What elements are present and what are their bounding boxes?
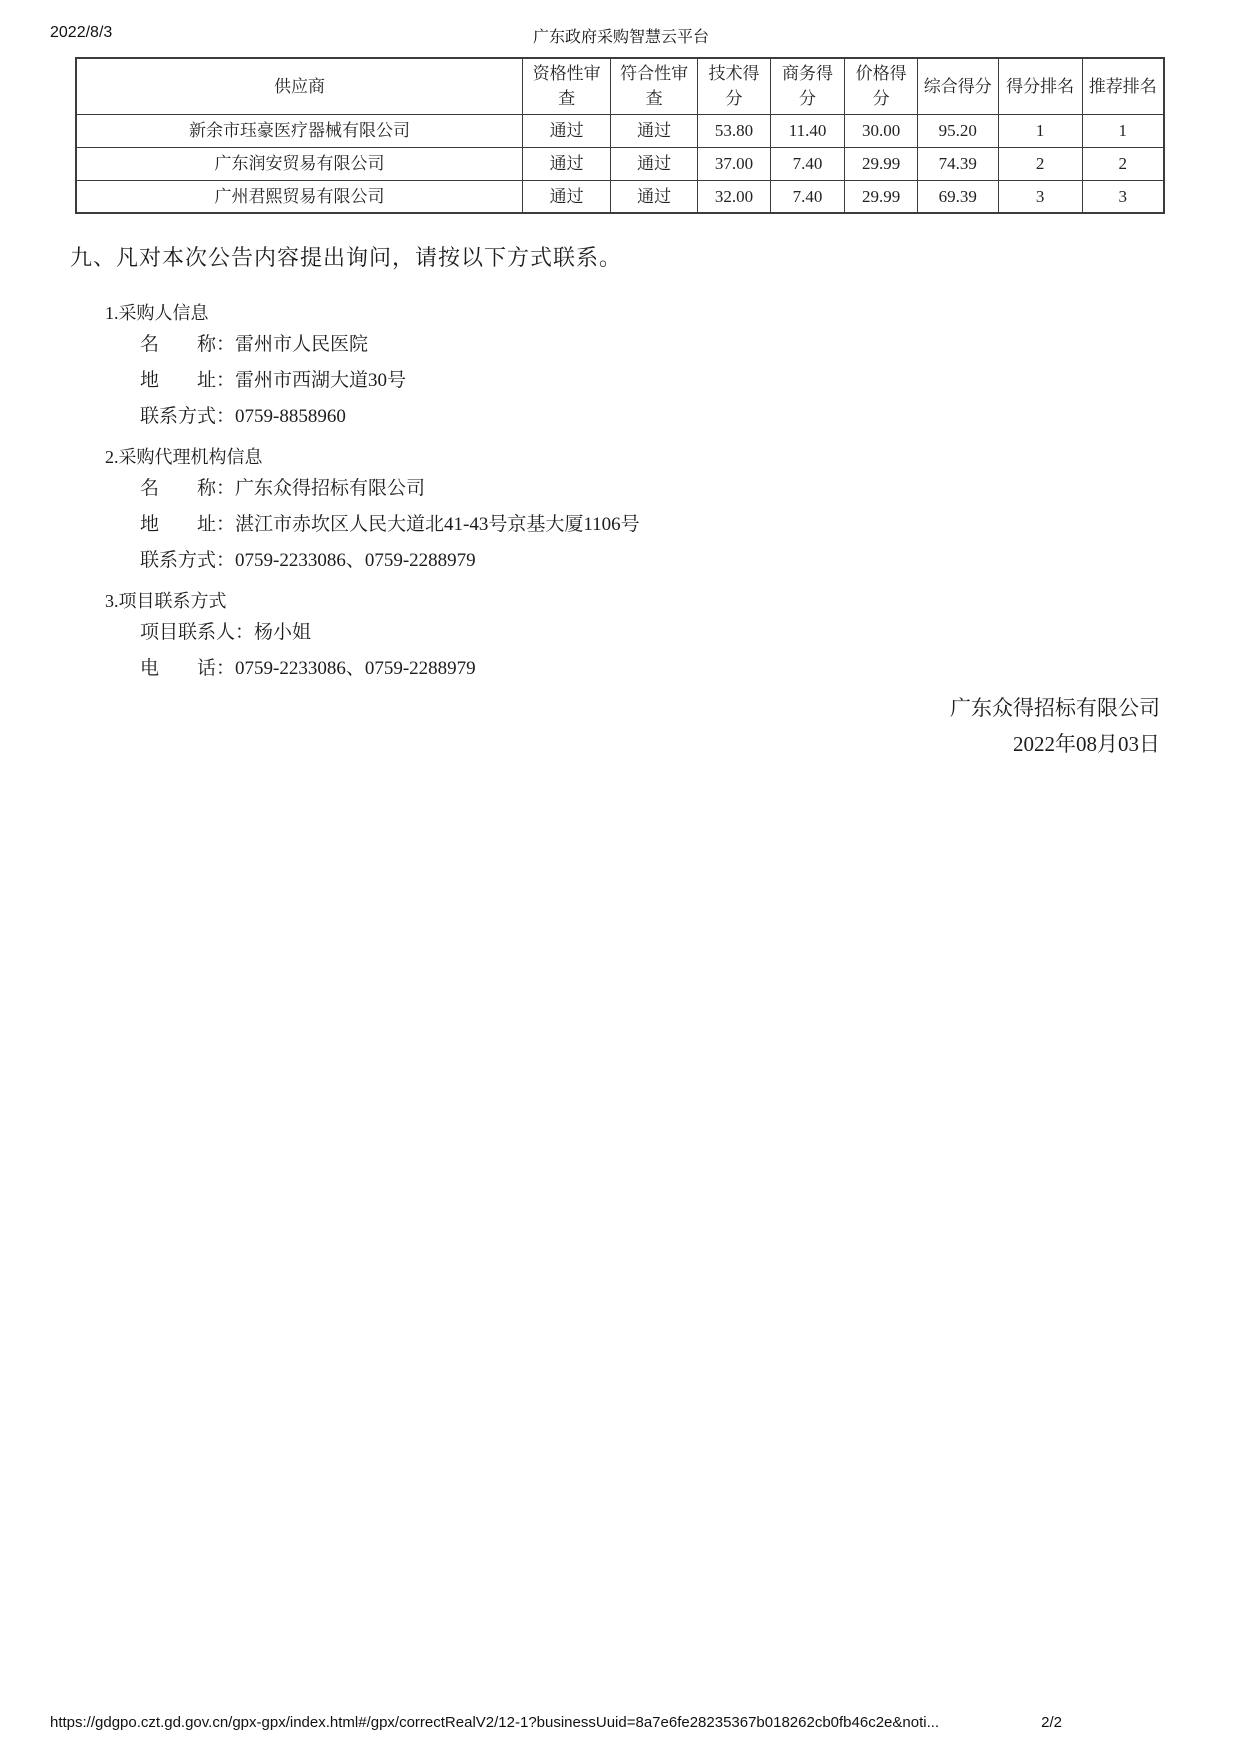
table-cell: 1: [998, 114, 1082, 147]
column-header: 推荐排名: [1082, 58, 1164, 114]
agency-address-label: 地 址：: [140, 514, 236, 535]
table-row: [76, 180, 1164, 213]
column-header: 资格性审查: [523, 58, 611, 114]
supplier-name-cell: 广州君熙贸易有限公司: [76, 180, 523, 213]
signature-date: 2022年08月03日: [1013, 732, 1160, 756]
table-cell: 7.40: [770, 180, 845, 213]
table-cell: 通过: [523, 180, 611, 213]
table-cell: 95.20: [917, 114, 998, 147]
page-number: 2/2: [1041, 1714, 1062, 1731]
purchaser-contact-line: [140, 399, 1170, 435]
table-header-row: [76, 58, 1164, 114]
purchaser-address: 雷州市西湖大道30号: [235, 370, 407, 391]
purchaser-address-label: 地 址：: [140, 370, 236, 391]
project-contact-title: 3.项目联系方式: [105, 591, 227, 611]
table-cell: 3: [998, 180, 1082, 213]
section-heading: 九、凡对本次公告内容提出询问，请按以下方式联系。: [70, 245, 623, 270]
agency-address: 湛江市赤坎区人民大道北41-43号京基大厦1106号: [235, 514, 640, 535]
table-cell: 3: [1082, 180, 1164, 213]
table-cell: 通过: [611, 114, 698, 147]
column-header: 技术得分: [698, 58, 771, 114]
table-cell: 11.40: [770, 114, 845, 147]
project-person: 杨小姐: [254, 622, 312, 643]
purchaser-contact-label: 联系方式：: [140, 406, 236, 427]
table-cell: 通过: [523, 147, 611, 180]
project-person-line: [140, 615, 1170, 651]
agency-contact: 0759-2233086、0759-2288979: [235, 550, 476, 571]
purchaser-info-title: 1.采购人信息: [105, 303, 209, 323]
footer-url: https://gdgpo.czt.gd.gov.cn/gpx-gpx/index.html#/gpx/correctRealV2/12-1?businessUuid=8a7e6fe28235367b018262cb0fb46c2e&noti...: [50, 1714, 940, 1731]
table-cell: 2: [998, 147, 1082, 180]
agency-name-label: 名 称：: [140, 478, 236, 499]
project-phone: 0759-2233086、0759-2288979: [235, 658, 476, 679]
table-cell: 74.39: [917, 147, 998, 180]
supplier-name-cell: 广东润安贸易有限公司: [76, 147, 523, 180]
column-header: 价格得分: [845, 58, 918, 114]
agency-name: 广东众得招标有限公司: [235, 478, 426, 499]
agency-address-line: [140, 507, 1170, 543]
agency-info-title: 2.采购代理机构信息: [105, 447, 263, 467]
print-header: [50, 24, 1192, 46]
table-cell: 7.40: [770, 147, 845, 180]
table-cell: 通过: [523, 114, 611, 147]
signature-company: 广东众得招标有限公司: [950, 696, 1160, 720]
table-row: [76, 114, 1164, 147]
print-date: 2022/8/3: [50, 24, 113, 41]
table-cell: 1: [1082, 114, 1164, 147]
project-person-label: 项目联系人：: [140, 622, 255, 643]
purchaser-name-label: 名 称：: [140, 334, 236, 355]
table-body: [76, 114, 1164, 213]
table-cell: 通过: [611, 180, 698, 213]
column-header: 供应商: [76, 58, 523, 114]
column-header: 综合得分: [917, 58, 998, 114]
project-phone-line: [140, 651, 1170, 687]
table-cell: 29.99: [845, 180, 918, 213]
supplier-score-table: [75, 57, 1165, 214]
agency-contact-line: [140, 543, 1170, 579]
column-header: 商务得分: [770, 58, 845, 114]
signature-block: [950, 690, 1160, 762]
table-cell: 69.39: [917, 180, 998, 213]
table-row: [76, 147, 1164, 180]
table-cell: 2: [1082, 147, 1164, 180]
column-header: 得分排名: [998, 58, 1082, 114]
table-cell: 32.00: [698, 180, 771, 213]
table-cell: 30.00: [845, 114, 918, 147]
project-phone-label: 电 话：: [140, 658, 236, 679]
agency-contact-label: 联系方式：: [140, 550, 236, 571]
purchaser-name: 雷州市人民医院: [235, 334, 369, 355]
purchaser-address-line: [140, 363, 1170, 399]
table-cell: 37.00: [698, 147, 771, 180]
column-header: 符合性审查: [611, 58, 698, 114]
site-title: 广东政府采购智慧云平台: [532, 29, 709, 46]
inquiry-section: [70, 243, 1170, 687]
print-footer: [50, 1714, 1062, 1731]
purchaser-contact: 0759-8858960: [235, 406, 346, 427]
table-cell: 53.80: [698, 114, 771, 147]
table-cell: 通过: [611, 147, 698, 180]
supplier-name-cell: 新余市珏豪医疗器械有限公司: [76, 114, 523, 147]
purchaser-name-line: [140, 327, 1170, 363]
agency-name-line: [140, 471, 1170, 507]
table-cell: 29.99: [845, 147, 918, 180]
